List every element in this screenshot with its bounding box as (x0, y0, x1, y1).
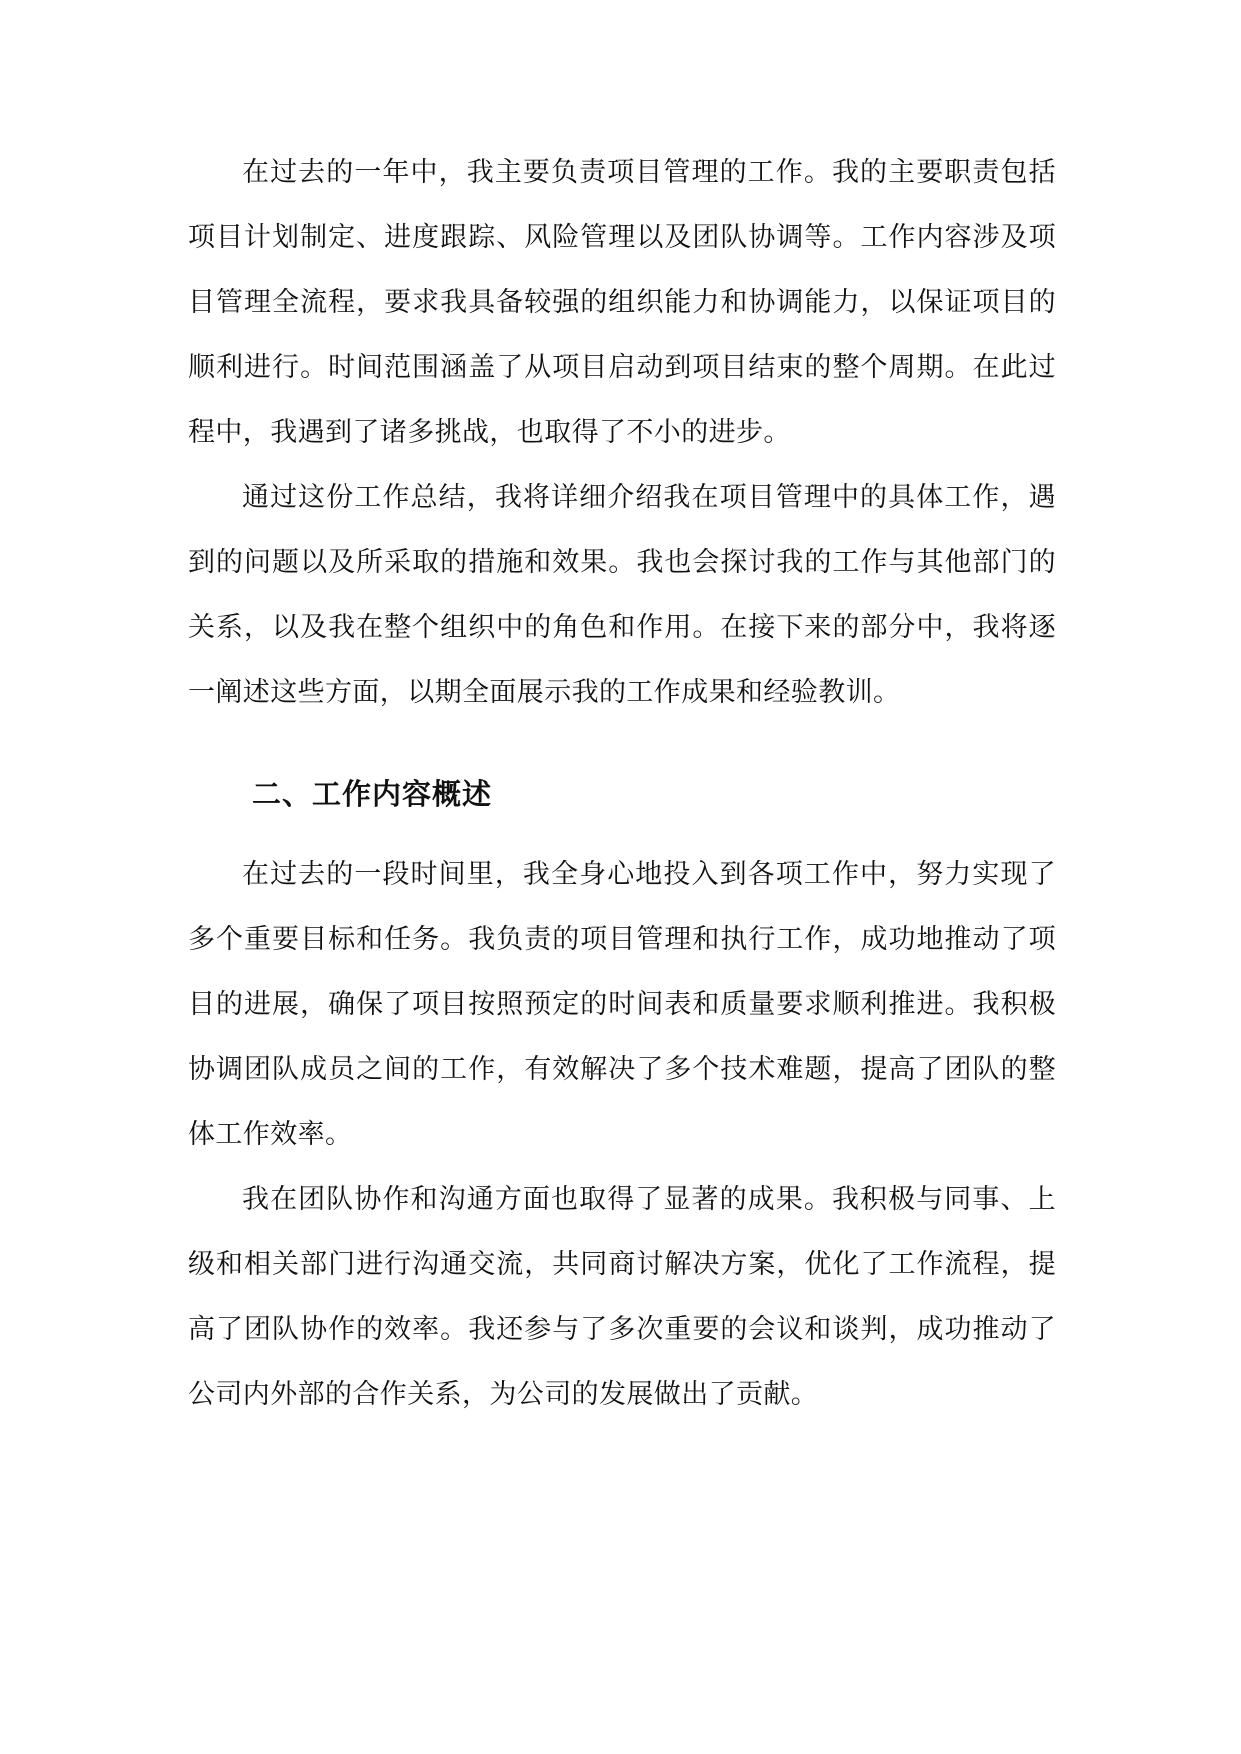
section-paragraph-2: 我在团队协作和沟通方面也取得了显著的成果。我积极与同事、上级和相关部门进行沟通交流，共同商讨解决方案，优化了工作流程，提高了团队协作的效率。我还参与了多次重要的会议和谈判，成功推动了公司内外部的合作关系，为公司的发展做出了贡献。 (188, 1184, 1056, 1410)
intro-paragraph-2: 通过这份工作总结，我将详细介绍我在项目管理中的具体工作，遇到的问题以及所采取的措施和效果。我也会探讨我的工作与其他部门的关系，以及我在整个组织中的角色和作用。在接下来的部分中，我将逐一阐述这些方面，以期全面展示我的工作成果和经验教训。 (188, 482, 1056, 708)
document-body (188, 140, 1056, 1427)
section-heading: 二、工作内容概述 (252, 777, 493, 811)
intro-paragraph-1: 在过去的一年中，我主要负责项目管理的工作。我的主要职责包括项目计划制定、进度跟踪、风险管理以及团队协调等。工作内容涉及项目管理全流程，要求我具备较强的组织能力和协调能力，以保证项目的顺利进行。时间范围涵盖了从项目启动到项目结束的整个周期。在此过程中，我遇到了诸多挑战，也取得了不小的进步。 (188, 157, 1056, 448)
section-paragraph-1: 在过去的一段时间里，我全身心地投入到各项工作中，努力实现了多个重要目标和任务。我负责的项目管理和执行工作，成功地推动了项目的进展，确保了项目按照预定的时间表和质量要求顺利推进。我积极协调团队成员之间的工作，有效解决了多个技术难题，提高了团队的整体工作效率。 (188, 859, 1056, 1150)
